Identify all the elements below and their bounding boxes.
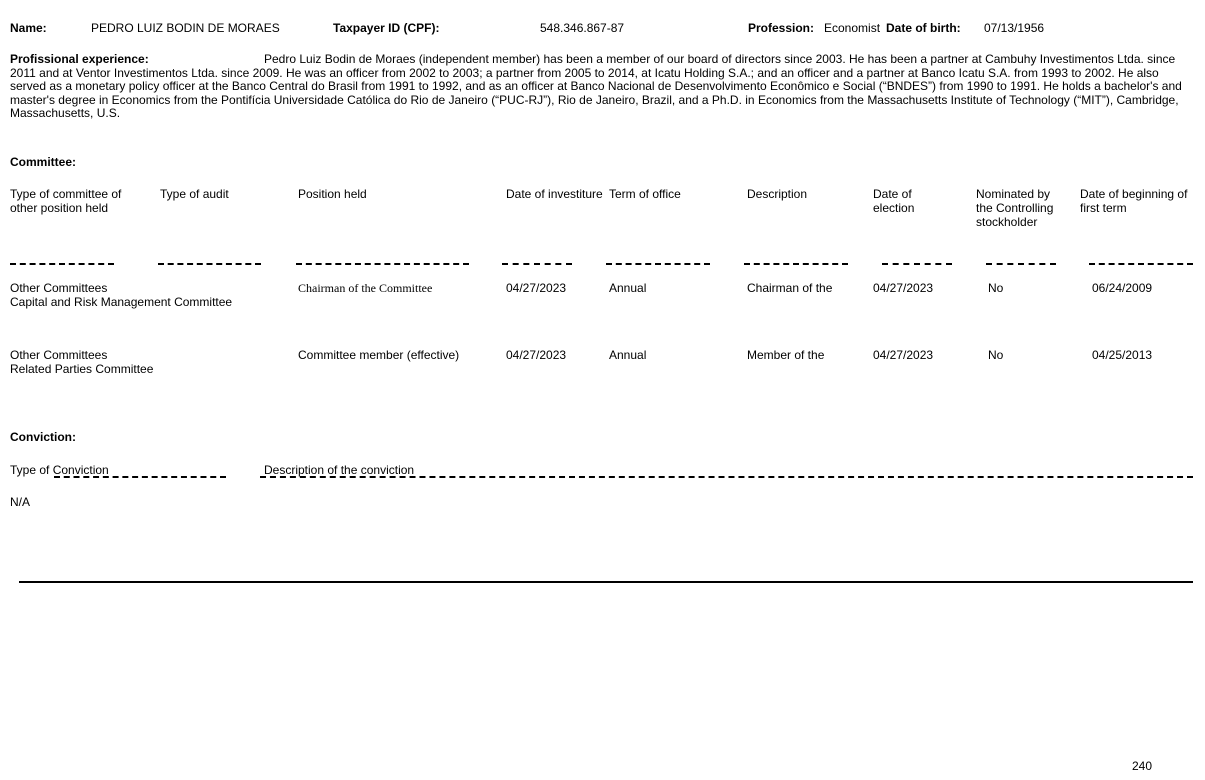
- col-header-nominated: Nominated by the Controlling stockholder: [976, 187, 1054, 229]
- column-divider: [986, 263, 1056, 265]
- conviction-type-divider: [54, 476, 226, 478]
- conviction-title: Conviction:: [10, 430, 76, 444]
- row-description: Chairman of the: [747, 281, 833, 295]
- col-header-election: Date of election: [873, 187, 915, 215]
- conviction-type-label: Type of Conviction: [10, 463, 109, 477]
- conviction-description-label: Description of the conviction: [264, 463, 415, 477]
- profession-value: Economist: [824, 21, 881, 35]
- col-header-position: Position held: [298, 187, 367, 201]
- row-committee-type: Other Committees: [10, 281, 108, 295]
- dob-label: Date of birth:: [886, 21, 961, 35]
- name-value: PEDRO LUIZ BODIN DE MORAES: [91, 21, 280, 35]
- row-position: Committee member (effective): [298, 348, 460, 362]
- committee-title: Committee:: [10, 155, 77, 169]
- row-committee-name: Capital and Risk Management Committee: [10, 295, 233, 309]
- row-committee-type: Other Committees: [10, 348, 108, 362]
- column-divider: [882, 263, 952, 265]
- page-divider: [19, 581, 1193, 583]
- column-divider: [1089, 263, 1193, 265]
- professional-experience: [10, 53, 1190, 121]
- column-divider: [158, 263, 261, 265]
- row-election: 04/27/2023: [873, 281, 934, 295]
- row-first-term: 06/24/2009: [1092, 281, 1153, 295]
- column-divider: [606, 263, 710, 265]
- page-number: 240: [1132, 759, 1153, 773]
- row-term: Annual: [609, 281, 647, 295]
- row-election: 04/27/2023: [873, 348, 934, 362]
- col-header-first-term: Date of beginning of first term: [1080, 187, 1188, 215]
- row-first-term: 04/25/2013: [1092, 348, 1153, 362]
- column-divider: [10, 263, 114, 265]
- dob-value: 07/13/1956: [984, 21, 1045, 35]
- cpf-value: 548.346.867-87: [540, 21, 625, 35]
- col-header-audit-type: Type of audit: [160, 187, 229, 201]
- experience-text: Pedro Luiz Bodin de Moraes (independent member) has been a member of our board of directors since 2003. He has been a partner at Cambuhy Investimentos Ltda. since 2011 and at Ventor Investimentos Ltda. since 2009. He was an officer from 2002 to 2003; a partner from 2005 to 2014, at Icatu Holding S.A.; and an officer and a partner at Banco Icatu S.A. from 1993 to 2002. He also served as a monetary policy officer at the Banco Central do Brasil from 1991 to 1992, and as an officer at Banco Nacional de Desenvolvimento Econômico e Social (“BNDES”) from 1990 to 1991. He holds a bachelor's and master's degree in Economics from the Pontifícia Universidade Católica do Rio de Janeiro (“PUC-RJ”), Rio de Janeiro, Brazil, and a Ph.D. in Economics from the Massachusetts Institute of Technology (“MIT”), Cambridge, Massachusetts, U.S.: [10, 52, 1182, 121]
- conviction-value: N/A: [10, 495, 31, 509]
- col-header-committee-type: Type of committee of other position held: [10, 187, 122, 215]
- profession-label: Profession:: [748, 21, 815, 35]
- row-term: Annual: [609, 348, 647, 362]
- row-description: Member of the: [747, 348, 825, 362]
- name-label: Name:: [10, 21, 47, 35]
- col-header-term: Term of office: [609, 187, 681, 201]
- row-investiture: 04/27/2023: [506, 348, 567, 362]
- row-nominated: No: [988, 348, 1004, 362]
- row-position: Chairman of the Committee: [298, 281, 433, 295]
- conviction-description-divider: [260, 476, 1193, 478]
- cpf-label: Taxpayer ID (CPF):: [333, 21, 440, 35]
- row-committee-name: Related Parties Committee: [10, 362, 154, 376]
- column-divider: [744, 263, 848, 265]
- col-header-description: Description: [747, 187, 808, 201]
- row-nominated: No: [988, 281, 1004, 295]
- column-divider: [296, 263, 469, 265]
- column-divider: [502, 263, 572, 265]
- col-header-investiture: Date of investiture: [506, 187, 603, 201]
- row-investiture: 04/27/2023: [506, 281, 567, 295]
- experience-label: Profissional experience:: [10, 52, 149, 66]
